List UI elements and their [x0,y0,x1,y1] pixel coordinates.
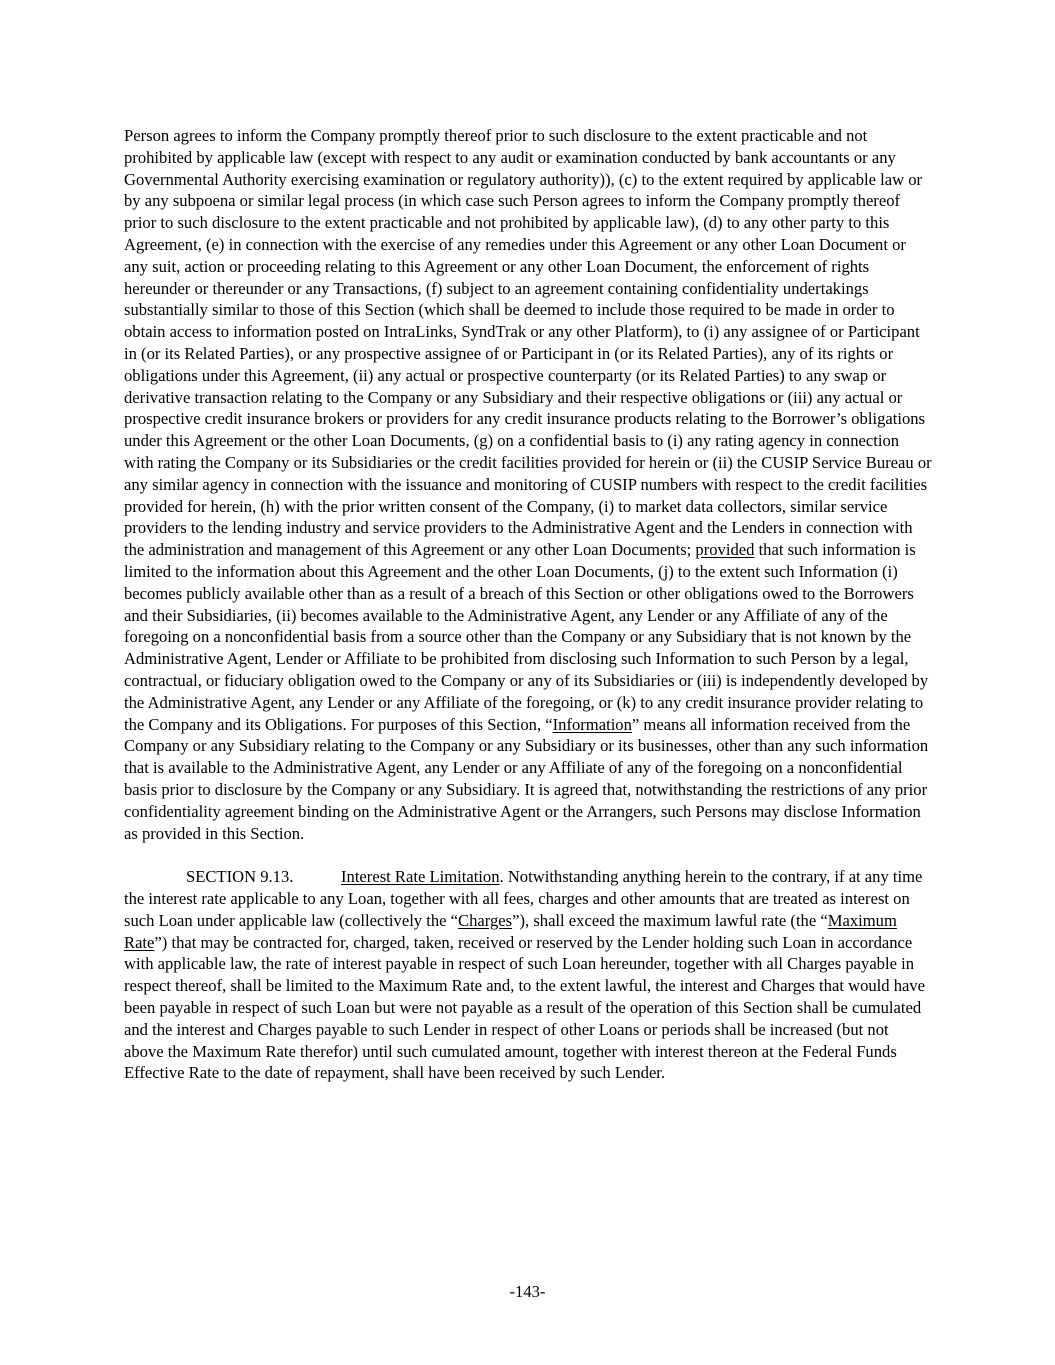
defined-term-maximum-rate: Maximum Rate [124,910,897,952]
defined-term-charges: Charges [458,910,513,930]
page-number: -143- [509,1282,546,1301]
defined-term-information: Information [552,714,632,734]
defined-term-provided: provided [695,540,755,560]
paragraph-text: . Notwithstanding anything herein to the contrary, if at any time the interest rate applicable to any Loan, together with all fees, charges and other amounts that are treated as interest on such Loan under applicable law (collectively the “ [124,867,923,930]
paragraph-text: Person agrees to inform the Company promptly thereof prior to such disclosure to the extent practicable and not prohibited by applicable law (except with respect to any audit or examination conducted by bank accountants or any Governmental Authority exercising examination or regulatory authority)), (c) to the extent required by applicable law or by any subpoena or similar legal process (in which case such Person agrees to inform the Company promptly thereof prior to such disclosure to the extent practicable and not prohibited by applicable law), (d) to any other party to this Agreement, (e) in connection with the exercise of any remedies under this Agreement or any other Loan Document or any suit, action or proceeding relating to this Agreement or any other Loan Document, the enforcement of rights hereunder or thereunder or any Transactions, (f) subject to an agreement containing confidentiality undertakings substantially similar to those of this Section (which shall be deemed to include those required to be made in order to obtain access to information posted on IntraLinks, SyndTrak or any other Platform), to (i) any assignee of or Participant in (or its Related Parties), or any prospective assignee of or Participant in (or its Related Parties), any of its rights or obligations under this Agreement, (ii) any actual or prospective counterparty (or its Related Parties) to any swap or derivative transaction relating to the Company or any Subsidiary and their respective obligations or (iii) any actual or prospective credit insurance brokers or providers for any credit insurance products relating to the Borrower’s obligations under this Agreement or the other Loan Documents, (g) on a confidential basis to (i) any rating agency in connection with rating the Company or its Subsidiaries or the credit facilities provided for herein or (ii) the CUSIP Service Bureau or any similar agency in connection with the issuance and monitoring of CUSIP numbers with respect to the credit facilities provided for herein, (h) with the prior written consent of the Company, (i) to market data collectors, similar service providers to the lending industry and service providers to the Administrative Agent and the Lenders in connection with the administration and management of this Agreement or any other Loan Documents; [124,126,932,560]
section-number: SECTION 9.13. [186,867,294,887]
paragraph-text: ”) that may be contracted for, charged, taken, received or reserved by the Lender holding such Loan in accordance with applicable law, the rate of interest payable in respect of such Loan hereunder, together with all Charges payable in respect thereof, shall be limited to the Maximum Rate and, to the extent lawful, the interest and Charges that would have been payable in respect of such Loan but were not payable as a result of the operation of this Section shall be cumulated and the interest and Charges payable to such Lender in respect of other Loans or periods shall be increased (but not above the Maximum Rate therefor) until such cumulated amount, together with interest thereon at the Federal Funds Effective Rate to the date of repayment, shall have been received by such Lender. [124,932,926,1083]
paragraph-text: ” means all information received from the Company or any Subsidiary relating to the Company or any Subsidiary or its businesses, other than any such information that is available to the Administrative Agent, any Lender or any Affiliate of any of the foregoing on a nonconfidential basis prior to disclosure by the Company or any Subsidiary. It is agreed that, notwithstanding the restrictions of any prior confidentiality agreement binding on the Administrative Agent or the Arrangers, such Persons may disclose Information as provided in this Section. [124,714,929,843]
section-heading: Interest Rate Limitation [341,867,500,887]
confidentiality-paragraph [124,125,932,844]
document-body [124,125,932,1084]
paragraph-text: that such information is limited to the information about this Agreement and the other Loan Documents, (j) to the extent such Information (i) becomes publicly available other than as a result of a breach of this Section or other obligations owed to the Borrowers and their Subsidiaries, (ii) becomes available to the Administrative Agent, any Lender or any Affiliate of any of the foregoing on a nonconfidential basis from a source other than the Company or any Subsidiary that is not known by the Administrative Agent, Lender or Affiliate to be prohibited from disclosing such Information to such Person by a legal, contractual, or fiduciary obligation owed to the Company or any of its Subsidiaries or (iii) is independently developed by the Administrative Agent, any Lender or any Affiliate of the foregoing, or (k) to any credit insurance provider relating to the Company and its Obligations. For purposes of this Section, “ [124,540,929,734]
paragraph-text: ”), shall exceed the maximum lawful rate (the “ [512,910,828,930]
section-9-13-paragraph [124,866,932,1084]
